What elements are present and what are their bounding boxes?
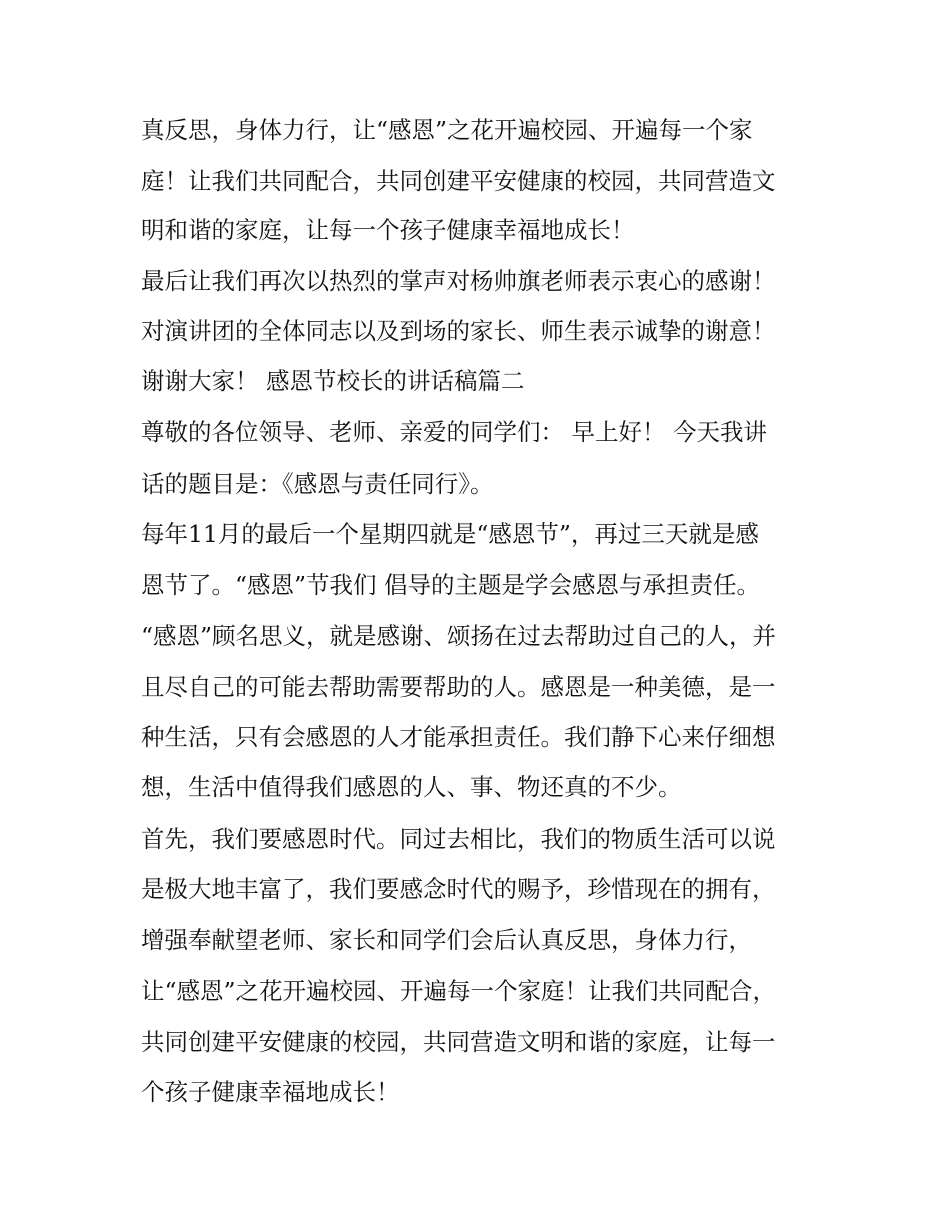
text-line: 每年11月的最后一个星期四就是“感恩节”，再过三天就是感 xyxy=(141,520,759,548)
text-line: 种生活，只有会感恩的人才能承担责任。我们静下心来仔细想 xyxy=(141,723,776,751)
text-line: 真反思，身体力行，让“感恩”之花开遍校园、开遍每一个家 xyxy=(141,116,753,144)
text-line: “感恩”顾名思义，就是感谢、颂扬在过去帮助过自己的人，并 xyxy=(141,622,777,650)
text-line: 个孩子健康幸福地成长！ xyxy=(141,1078,400,1106)
text-line: 增强奉献望老师、家长和同学们会后认真反思，身体力行， xyxy=(141,926,752,954)
text-line: 庭！让我们共同配合，共同创建平安健康的校园，共同营造文 xyxy=(141,167,776,195)
text-line: 想，生活中值得我们感恩的人、事、物还真的不少。 xyxy=(141,773,682,801)
text-line: 是极大地丰富了，我们要感念时代的赐予，珍惜现在的拥有， xyxy=(141,875,776,903)
text-line: 尊敬的各位领导、老师、亲爱的同学们： 早上好！ 今天我讲 xyxy=(141,418,767,446)
text-line: 对演讲团的全体同志以及到场的家长、师生表示诚挚的谢意！ xyxy=(141,317,776,345)
text-line: 首先，我们要感恩时代。同过去相比，我们的物质生活可以说 xyxy=(141,825,776,853)
text-line: 共同创建平安健康的校园，共同营造文明和谐的家庭，让每一 xyxy=(141,1028,776,1056)
text-line: 恩节了。“感恩”节我们 倡导的主题是学会感恩与承担责任。 xyxy=(141,571,760,599)
text-line: 最后让我们再次以热烈的掌声对杨帅旗老师表示衷心的感谢！ xyxy=(141,267,776,295)
text-line: 谢谢大家！ 感恩节校长的讲话稿篇二 xyxy=(141,367,525,395)
text-line: 明和谐的家庭，让每一个孩子健康幸福地成长！ xyxy=(141,216,635,244)
text-line: 且尽自己的可能去帮助需要帮助的人。感恩是一种美德，是一 xyxy=(141,673,776,701)
text-line: 话的题目是：《感恩与责任同行》。 xyxy=(141,470,494,498)
text-line: 让“感恩”之花开遍校园、开遍每一个家庭！让我们共同配合， xyxy=(141,977,777,1005)
